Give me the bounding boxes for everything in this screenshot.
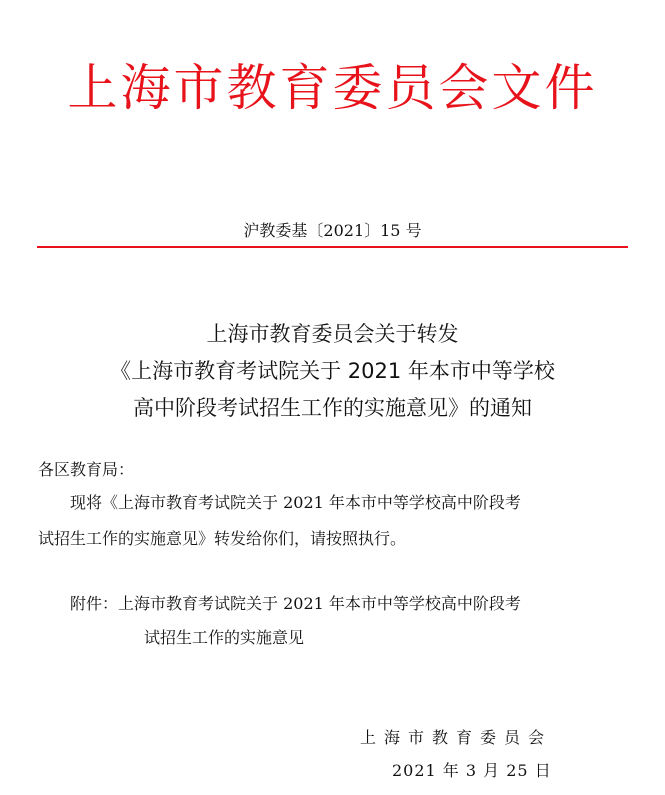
body-paragraph-line-1: 现将《上海市教育考试院关于 2021 年本市中等学校高中阶段考 — [70, 493, 521, 512]
title-line-1: 上海市教育委员会关于转发 — [206, 322, 459, 346]
issuer-name: 上海市教育委员会 — [360, 728, 553, 747]
document-title — [0, 316, 665, 427]
title-line-3: 高中阶段考试招生工作的实施意见》的通知 — [133, 396, 532, 420]
attachment-line-2: 试招生工作的实施意见 — [144, 628, 305, 647]
masthead-divider — [37, 246, 628, 248]
salutation: 各区教育局： — [38, 460, 135, 479]
attachment-line-1: 附件：上海市教育考试院关于 2021 年本市中等学校高中阶段考 — [70, 594, 521, 613]
document-number: 沪教委基〔2021〕15 号 — [243, 221, 422, 240]
title-line-2: 《上海市教育考试院关于 2021 年本市中等学校 — [110, 359, 555, 383]
issue-date: 2021 年 3 月 25 日 — [392, 761, 552, 780]
document-masthead: 上海市教育委员会文件 — [67, 59, 598, 117]
body-paragraph-line-2: 试招生工作的实施意见》转发给你们，请按照执行。 — [38, 529, 407, 548]
